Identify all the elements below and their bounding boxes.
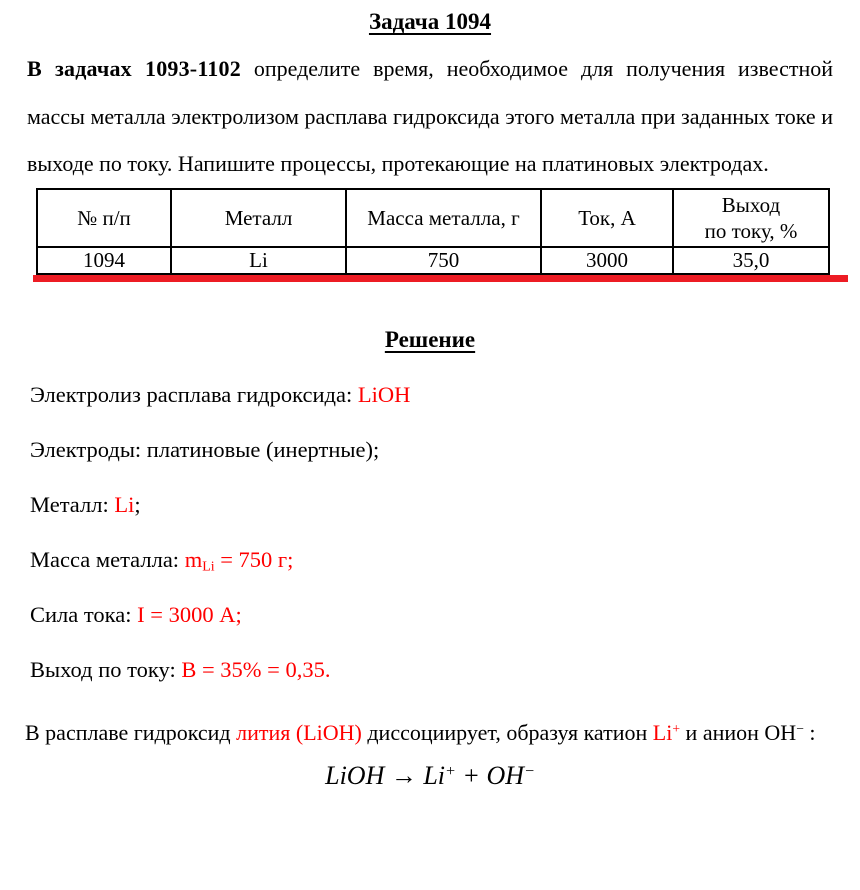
electrolysis-value: LiOH bbox=[357, 381, 411, 407]
header-mass: Масса металла, г bbox=[346, 189, 541, 247]
solution-line-current bbox=[30, 601, 860, 628]
problem-range: В задачах 1093-1102 bbox=[27, 56, 241, 81]
dissociation-equation bbox=[0, 759, 860, 793]
solution-line-electrodes bbox=[30, 436, 860, 463]
solution-heading-text: Решение bbox=[384, 326, 476, 352]
cell-metal: Li bbox=[171, 247, 346, 274]
problem-title-text: Задача 1094 bbox=[368, 9, 492, 34]
closing-cation bbox=[653, 720, 680, 745]
current-value: I = 3000 А; bbox=[137, 601, 242, 627]
closing-part3: диссоциирует, образуя катион bbox=[361, 719, 653, 745]
closing-cation-base: Li bbox=[652, 719, 673, 745]
electrolysis-label: Электролиз расплава гидроксида: bbox=[30, 381, 358, 407]
cell-number: 1094 bbox=[37, 247, 171, 274]
equation-cation-charge: + bbox=[445, 762, 456, 780]
table-header-row bbox=[37, 189, 829, 247]
equation-part2: + OH bbox=[455, 760, 525, 790]
header-metal: Металл bbox=[171, 189, 346, 247]
mass-label: Масса металла: bbox=[30, 546, 185, 572]
closing-part4: и анион ОН bbox=[680, 719, 797, 745]
closing-anion-charge: − bbox=[796, 720, 804, 736]
equation-anion-charge: − bbox=[524, 762, 535, 780]
metal-suffix: ; bbox=[134, 491, 141, 517]
metal-value: Li bbox=[114, 491, 135, 517]
header-current: Ток, А bbox=[541, 189, 673, 247]
solution-line-metal bbox=[30, 491, 860, 518]
dissociation-paragraph bbox=[25, 708, 838, 758]
yield-label: Выход по току: bbox=[30, 656, 182, 682]
equation-part1: LiOH → Li bbox=[325, 760, 446, 790]
mass-variable-base: m bbox=[184, 546, 203, 572]
conditions-table bbox=[36, 188, 830, 275]
solution-heading bbox=[0, 326, 860, 353]
problem-statement-text: определите время, необходимое для получения известной массы металла электролизом расплава гидроксида этого металла при заданных токе и выходе по току. Напишите процессы, протекающие на платиновых электродах. bbox=[27, 56, 833, 176]
cell-mass: 750 bbox=[346, 247, 541, 274]
electrodes-text: Электроды: платиновые (инертные); bbox=[30, 436, 380, 462]
header-number: № п/п bbox=[37, 189, 171, 247]
problem-title bbox=[0, 8, 860, 35]
yield-value: В = 35% = 0,35. bbox=[181, 656, 331, 682]
mass-value: = 750 г; bbox=[214, 546, 294, 572]
header-yield bbox=[673, 189, 829, 247]
header-yield-line1: Выход bbox=[721, 192, 781, 217]
mass-variable-subscript: Li bbox=[202, 558, 215, 574]
metal-label: Металл: bbox=[30, 491, 115, 517]
cell-current: 3000 bbox=[541, 247, 673, 274]
closing-part1: В расплаве гидроксид bbox=[25, 719, 237, 745]
mass-variable bbox=[185, 547, 294, 572]
cell-yield: 35,0 bbox=[673, 247, 829, 274]
closing-lithium-red: лития (LiOH) bbox=[236, 719, 362, 745]
table-data-row bbox=[37, 247, 829, 274]
closing-cation-charge: + bbox=[672, 720, 681, 736]
red-divider bbox=[33, 275, 848, 282]
solution-line-mass bbox=[30, 546, 860, 573]
solution-line-electrolysis bbox=[30, 381, 860, 408]
solution-line-yield bbox=[30, 656, 860, 683]
document-page bbox=[0, 8, 860, 890]
problem-statement bbox=[27, 45, 833, 188]
current-label: Сила тока: bbox=[30, 601, 138, 627]
header-yield-line2: по току, % bbox=[704, 218, 798, 243]
closing-part5: : bbox=[803, 719, 816, 745]
